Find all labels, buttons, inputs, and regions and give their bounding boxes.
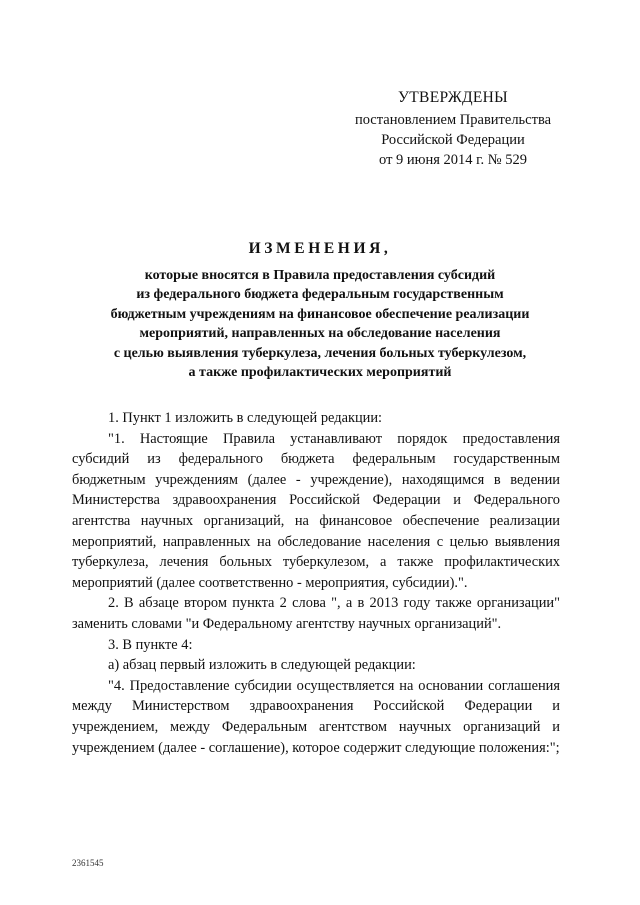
- subtitle-line: которые вносятся в Правила предоставления субсидий: [144, 268, 496, 283]
- document-subtitle: [90, 266, 550, 382]
- paragraph-quote-1: "1. Настоящие Правила устанавливают порядок предоставления субсидий из федерального бюджета федеральным государственным бюджетным учреждениям (далее - учреждение), находящимся в ведении Министерства здравоохранения Российской Федерации и Федерального агентства научных организаций, на финансовое обеспечение реализации мероприятий, направленных на обследование населения с целью выявления туберкулеза, лечения больных туберкулезом, а также профилактических мероприятий (далее соответственно - мероприятия, субсидии).".: [72, 430, 560, 591]
- approval-block: [338, 88, 568, 170]
- paragraph-subitem-a: а) абзац первый изложить в следующей редакции:: [108, 657, 416, 674]
- paragraph-item-3: 3. В пункте 4:: [108, 636, 193, 653]
- approval-heading: УТВЕРЖДЕНЫ: [398, 89, 508, 106]
- subtitle-line: а также профилактических мероприятий: [188, 365, 452, 381]
- approval-line: постановлением Правительства: [354, 112, 552, 128]
- document-number: 2361545: [72, 858, 104, 868]
- subtitle-line: с целью выявления туберкулеза, лечения больных туберкулезом,: [113, 345, 527, 361]
- subtitle-line: из федерального бюджета федеральным государственным: [136, 287, 504, 303]
- document-title: ИЗМЕНЕНИЯ,: [248, 240, 392, 257]
- paragraph-item-2: 2. В абзаце втором пункта 2 слова ", а в 2013 году также организации" заменить словами "и Федеральному агентству научных организаций".: [72, 595, 560, 632]
- document-body: [72, 408, 560, 758]
- approval-date-line: от 9 июня 2014 г. № 529: [379, 152, 527, 168]
- subtitle-line: мероприятий, направленных на обследование населения: [139, 326, 501, 342]
- paragraph-quote-4: "4. Предоставление субсидии осуществляется на основании соглашения между Министерством здравоохранения Российской Федерации и учреждением, между Федеральным агентством научных организаций и учреждением (далее - соглашение), которое содержит следующие положения:";: [72, 677, 560, 756]
- subtitle-line: бюджетным учреждениям на финансовое обеспечение реализации: [110, 306, 530, 322]
- paragraph-item-1: 1. Пункт 1 изложить в следующей редакции:: [108, 410, 383, 426]
- approval-line: Российской Федерации: [381, 132, 525, 148]
